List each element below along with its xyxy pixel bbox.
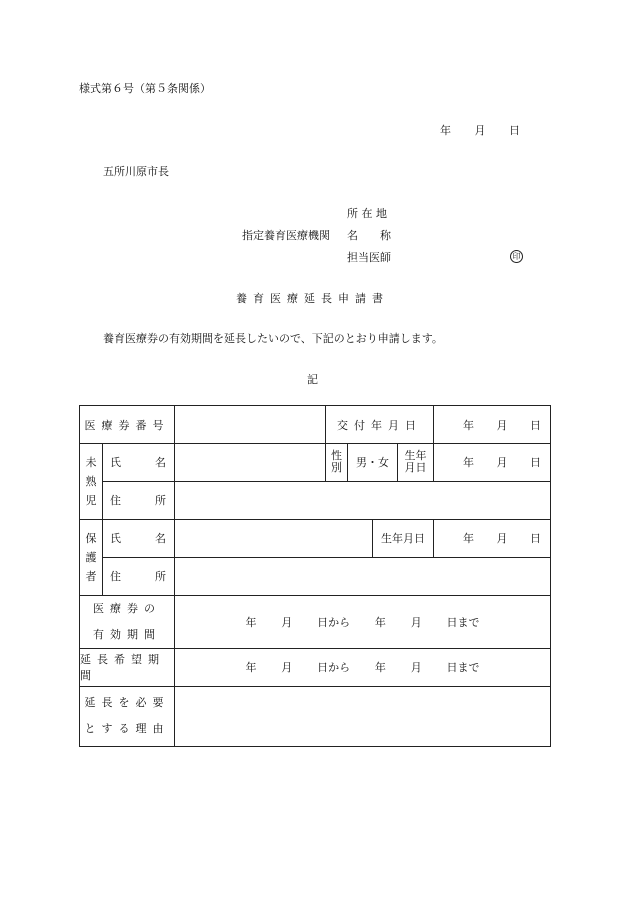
date-month: 月 <box>474 124 486 137</box>
date-year: 年 <box>440 124 451 137</box>
extension-period-field[interactable] <box>175 648 550 686</box>
application-table <box>79 405 551 747</box>
guardian-name-label: 氏 名 <box>110 532 166 545</box>
validity-period-label: 医療券の 有効期間 <box>93 601 161 641</box>
year-unit: 年 <box>463 532 474 545</box>
month-unit: 月 <box>496 456 508 469</box>
year-unit: 年 <box>463 456 474 469</box>
guardian-address-label: 住 所 <box>110 570 166 583</box>
issue-date-label: 交付年月日 <box>337 418 422 432</box>
infant-address-field[interactable] <box>175 482 550 519</box>
infant-name-field[interactable] <box>175 444 325 481</box>
guardian-address-field[interactable] <box>175 558 550 595</box>
guardian-birth-label: 生年月日 <box>381 532 425 545</box>
day-unit: 日 <box>530 418 541 432</box>
validity-period-field[interactable] <box>175 595 550 648</box>
ticket-number-label: 医療券番号 <box>84 418 170 432</box>
guardian-birth-date-field[interactable] <box>463 519 541 557</box>
guardian-group-label: 保 護 者 <box>85 531 97 583</box>
infant-birth-date-field[interactable] <box>463 443 541 481</box>
day-unit: 日 <box>530 532 541 545</box>
sex-label: 性 別 <box>331 449 342 474</box>
form-number: 様式第６号（第５条関係） <box>79 82 211 95</box>
recipient: 五所川原市長 <box>103 165 169 178</box>
month-unit: 月 <box>496 418 508 432</box>
infant-name-label: 氏 名 <box>110 456 166 469</box>
ticket-number-field[interactable] <box>175 406 325 443</box>
col-divider <box>102 443 103 595</box>
month-unit: 月 <box>496 532 508 545</box>
period-row: 年 月 日から 年 月 日まで <box>245 661 480 674</box>
header-date <box>440 122 520 138</box>
year-unit: 年 <box>463 418 474 432</box>
day-unit: 日 <box>530 456 541 469</box>
document-body: 養育医療券の有効期間を延長したいので、下記のとおり申請します。 <box>103 332 443 345</box>
seal-mark: 印 <box>510 250 523 263</box>
reason-field[interactable] <box>175 687 550 746</box>
document-title: 養育医療延長申請書 <box>236 292 389 305</box>
extension-period-label: 延長希望期間 <box>80 653 165 682</box>
date-day: 日 <box>509 124 520 137</box>
ki-mark: 記 <box>307 373 318 386</box>
doctor-label: 担当医師 <box>347 251 391 264</box>
infant-address-label: 住 所 <box>110 494 166 507</box>
institution-label: 指定養育医療機関 <box>242 229 330 242</box>
infant-birth-label: 生年 月日 <box>404 449 427 474</box>
premature-infant-group-label: 未 熟 児 <box>85 455 97 507</box>
reason-label: 延長を必要 とする理由 <box>84 696 170 735</box>
address-label: 所 在 地 <box>347 207 387 220</box>
issue-date-field[interactable] <box>463 406 541 443</box>
institution-name-label: 名 称 <box>347 229 391 242</box>
guardian-name-field[interactable] <box>175 520 372 557</box>
period-row: 年 月 日から 年 月 日まで <box>245 615 480 629</box>
col-divider <box>433 406 434 481</box>
col-divider <box>433 519 434 557</box>
sex-options[interactable]: 男・女 <box>356 456 389 469</box>
